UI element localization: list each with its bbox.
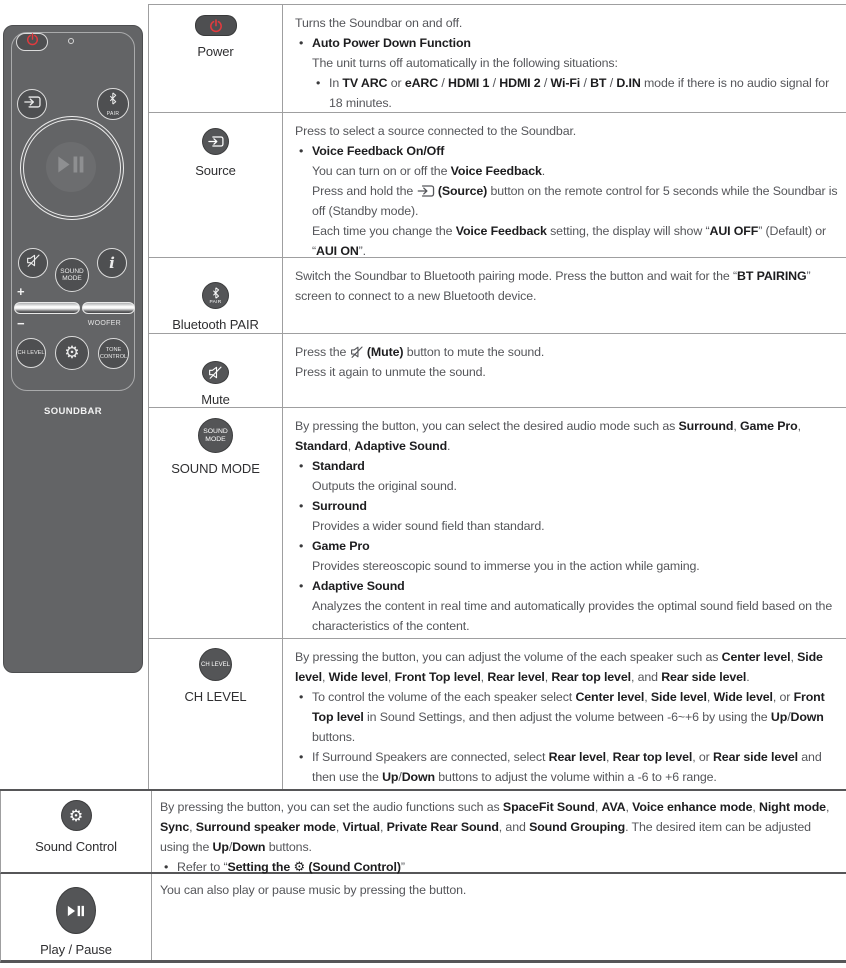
text-line: Turns the Soundbar on and off.	[295, 16, 463, 30]
sound-mode-button-text: MODE	[205, 435, 226, 443]
button-label: Bluetooth PAIR	[172, 317, 259, 332]
sound-mode-button-icon	[198, 418, 233, 453]
source-icon	[417, 184, 435, 198]
remote-sound-mode-button	[55, 258, 89, 292]
button-cell	[149, 639, 283, 789]
text-line: Press it again to unmute the sound.	[295, 365, 486, 379]
text-line: Press to select a source connected to the Soundbar.	[295, 124, 577, 138]
button-cell	[1, 874, 152, 960]
table-row-source	[148, 113, 846, 258]
text-line: By pressing the button, you can set the audio functions such as SpaceFit Sound, AVA, Voice enhance mode, Night mode, Sync, Surround speaker mode, Virtual, Private Rear Sound, and Sound Grouping. The desired item can be adjusted using the Up/Down buttons.	[160, 800, 830, 854]
ch-level-button-icon	[199, 648, 232, 681]
sound-mode-button-text: SOUND	[203, 427, 228, 435]
text-line: The unit turns off automatically in the following situations:	[312, 56, 618, 70]
mute-button-icon	[202, 361, 229, 384]
button-reference-table-bottom	[0, 789, 846, 963]
button-cell	[149, 5, 283, 112]
button-description	[283, 639, 846, 789]
text-line: Press the (Mute) button to mute the sound.	[295, 345, 545, 359]
text-line: Each time you change the Voice Feedback setting, the display will show “AUI OFF” (Default) or “AUI ON”.	[312, 224, 827, 258]
remote-play-pause-button	[46, 142, 96, 192]
text-line: You can also play or pause music by pressing the button.	[160, 883, 467, 897]
text-line: • Adaptive Sound	[295, 576, 840, 596]
text-line: You can turn on or off the Voice Feedback.	[312, 164, 546, 178]
button-cell	[149, 408, 283, 638]
mute-icon	[26, 254, 41, 272]
button-cell	[149, 334, 283, 407]
button-description	[283, 5, 846, 112]
table-row-power	[148, 5, 846, 113]
text-line: Provides a wider sound field than standard.	[312, 519, 545, 533]
remote-sound-mode-label: MODE	[62, 275, 82, 282]
remote-tone-control-label: CONTROL	[99, 353, 128, 360]
table-row-mute	[148, 334, 846, 408]
button-description	[283, 408, 846, 638]
play-pause-button-icon	[56, 887, 96, 934]
table-row-sound-control	[0, 791, 846, 874]
gear-icon: ⚙	[64, 343, 80, 363]
text-line: • To control the volume of the each speaker select Center level, Side level, Wide level, or Front Top level in Sound Settings, and then adjust the volume between -6~+6 by using the Up/Down buttons.	[295, 687, 840, 747]
remote-illustration	[3, 25, 143, 673]
table-row-sound-mode	[148, 408, 846, 639]
source-button-icon	[202, 128, 229, 155]
button-reference-table	[148, 4, 846, 790]
button-label: Sound Control	[35, 839, 117, 854]
remote-pair-label: PAIR	[106, 110, 120, 117]
button-cell	[149, 258, 283, 333]
button-label: Play / Pause	[40, 942, 112, 957]
text-line: By pressing the button, you can adjust the volume of the each speaker such as Center level, Side level, Wide level, Front Top level, Rear level, Rear top level, and Rear side level.	[295, 650, 823, 684]
info-icon: i	[109, 254, 115, 272]
button-description	[152, 791, 846, 875]
bluetooth-pair-button-icon	[202, 282, 229, 309]
button-label: Source	[195, 163, 236, 178]
remote-ch-level-label: CH LEVEL	[17, 350, 45, 356]
text-line: • Voice Feedback On/Off	[295, 141, 840, 161]
table-row-bluetooth-pair	[148, 258, 846, 334]
remote-source-button	[17, 89, 47, 119]
remote-volume-plus-label: +	[17, 284, 25, 299]
text-line: • Auto Power Down Function	[295, 33, 840, 53]
text-line: • If Surround Speakers are connected, select Rear level, Rear top level, or Rear side level and then use the Up/Down buttons to adjust the volume within a -6 to +6 range.	[295, 747, 840, 787]
mute-icon	[350, 345, 364, 359]
remote-brand-label: SOUNDBAR	[43, 406, 103, 417]
ch-level-button-text: CH LEVEL	[200, 661, 230, 668]
remote-dpad	[20, 116, 124, 220]
button-description	[152, 874, 846, 960]
source-icon	[24, 95, 41, 113]
power-button-icon	[195, 15, 237, 36]
button-cell	[149, 113, 283, 257]
table-row-play-pause	[0, 874, 846, 963]
remote-tone-control-label: TONE	[105, 347, 122, 353]
text-line: Switch the Soundbar to Bluetooth pairing mode. Press the button and wait for the “BT PAIRING” screen to connect to a new Bluetooth device.	[295, 269, 811, 303]
remote-bluetooth-pair-button	[97, 88, 129, 120]
remote-info-button	[97, 248, 127, 278]
button-label: SOUND MODE	[171, 461, 260, 476]
button-description	[283, 334, 846, 407]
play-pause-icon	[57, 155, 85, 179]
remote-volume-minus-label: −	[17, 316, 25, 331]
text-line: • In TV ARC or eARC / HDMI 1 / HDMI 2 / Wi-Fi / BT / D.IN mode if there is no audio signal for 18 minutes.	[295, 73, 840, 113]
text-line: Press and hold the (Source) button on the remote control for 5 seconds while the Soundbar is off (Standby mode).	[312, 184, 838, 218]
remote-woofer-bar	[82, 302, 135, 314]
remote-ch-level-button	[16, 338, 46, 368]
text-line: Outputs the original sound.	[312, 479, 457, 493]
remote-led-indicator	[68, 38, 74, 44]
remote-mute-button	[18, 248, 48, 278]
power-icon	[26, 33, 39, 51]
remote-sound-control-button	[55, 336, 89, 370]
table-row-ch-level	[148, 639, 846, 790]
button-cell	[1, 791, 152, 872]
button-label: CH LEVEL	[184, 689, 247, 704]
remote-sound-mode-label: SOUND	[60, 267, 84, 275]
text-line: Analyzes the content in real time and automatically provides the optimal sound field based on the characteristics of the content.	[312, 599, 833, 633]
gear-icon: ⚙	[68, 806, 84, 825]
button-description	[283, 113, 846, 257]
sound-control-button-icon	[61, 800, 92, 831]
text-line: • Surround	[295, 496, 840, 516]
remote-power-button	[16, 33, 48, 51]
text-line: • Standard	[295, 456, 840, 476]
text-line: By pressing the button, you can select the desired audio mode such as Surround, Game Pro, Standard, Adaptive Sound.	[295, 419, 801, 453]
remote-volume-rocker	[14, 302, 135, 314]
text-line: Provides stereoscopic sound to immerse you in the action while gaming.	[312, 559, 700, 573]
bluetooth-icon	[109, 92, 117, 110]
remote-woofer-label: WOOFER	[87, 320, 121, 327]
gear-icon: ⚙	[293, 860, 306, 875]
text-line: • Game Pro	[295, 536, 840, 556]
button-description	[283, 258, 846, 333]
remote-tone-control-button	[98, 338, 129, 369]
text-line: • Refer to “Setting the ⚙ (Sound Control)”	[160, 857, 840, 878]
button-label: Mute	[201, 392, 230, 407]
button-label: Power	[197, 44, 234, 59]
pair-label: PAIR	[209, 299, 222, 305]
remote-volume-bar	[14, 302, 80, 314]
